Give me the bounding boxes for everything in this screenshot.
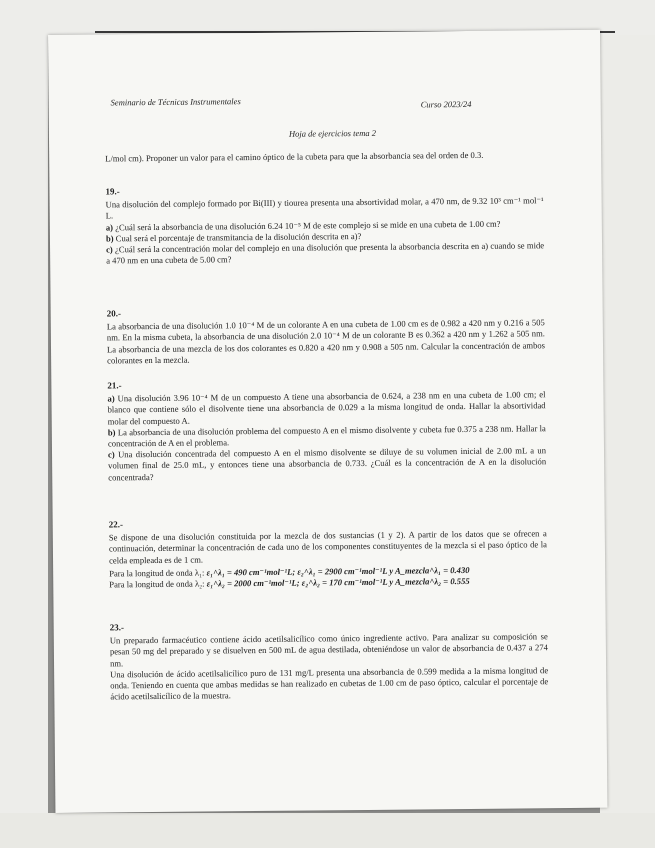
wavelength-1-label: Para la longitud de onda λ₁: bbox=[109, 567, 205, 579]
intro-text: L/mol cm). Proponer un valor para el camino óptico de la cubeta para que la absorbancia sea del orden de 0.3. bbox=[105, 149, 484, 164]
exercise-23 bbox=[110, 618, 549, 703]
exercise-number: 20.- bbox=[106, 308, 121, 319]
wavelength-2-label: Para la longitud de onda λ₂: bbox=[109, 578, 205, 590]
scan-right-margin bbox=[600, 35, 655, 813]
item-b-text: Cual será el porcentaje de transmitancia de la disolución descrita en a)? bbox=[115, 230, 362, 244]
exercise-stem: Una disolución del complejo formado por Bi(III) y tiourea presenta una absortividad molar, a 470 nm, de 9.32 10³ cm⁻¹ mol⁻¹ L. bbox=[105, 195, 544, 221]
item-c-text: ¿Cuál será la concentración molar del complejo en una disolución que presenta la absorbancia descrita en a) cuando se mide a 470 nm en una cubeta de 5.00 cm? bbox=[106, 240, 545, 266]
exercise-number: 21.- bbox=[107, 380, 122, 391]
exercise-19 bbox=[105, 182, 544, 267]
scan-left-margin bbox=[0, 0, 48, 848]
exercise-number: 23.- bbox=[109, 622, 124, 633]
exercise-21 bbox=[107, 376, 546, 483]
exercise-22 bbox=[109, 515, 548, 590]
page-subtitle: Hoja de ejercicios tema 2 bbox=[288, 127, 377, 139]
exercise-20 bbox=[107, 304, 546, 366]
item-c-text: Una disolución concentrada del compuesto A en el mismo disolvente se diluye de su volumen inicial de 2.00 mL a un volumen final de 25.0 mL, y entonces tiene una absorbancia de 0.733. ¿Cuál es la concentración de A en la disolución concentrada? bbox=[108, 445, 547, 483]
item-label: a) bbox=[105, 221, 114, 233]
exercise-paragraph-2: Una disolución de ácido acetilsalicílico puro de 131 mg/L presenta una absorbancia de 0.599 medida a la misma longitud de onda. Teniendo en cuenta que ambas medidas se han realizado en cubetas de 1.00 cm de paso óptico, calcular el porcentaje de ácido acetilsalicílico de la muestra. bbox=[110, 665, 549, 702]
exercise-text: La absorbancia de una disolución 1.0 10⁻⁴ M de un colorante A en una cubeta de 1.00 cm es de 0.982 a 420 nm y 0.216 a 505 nm. En la misma cubeta, la absorbancia de una disolución 2.0 10⁻⁴ M de un colorante B es 0.362 a 420 nm y 1.262 a 505 nm. La absorbancia de una mezcla de los dos colorantes es 0.820 a 420 nm y 0.908 a 505 nm. Calcular la concentración de ambos colorantes en la mezcla. bbox=[106, 317, 546, 366]
intro-continuation bbox=[105, 149, 543, 164]
exercise-text: Se dispone de una disolución constituida por la mezcla de dos sustancias (1 y 2). A partir de los datos que se ofrecen a continuación, determinar la concentración de cada uno de los componentes constituyentes de la mezcla si el paso óptico de la celda empleada es de 1 cm. bbox=[108, 528, 547, 566]
header-academic-year: Curso 2023/24 bbox=[420, 98, 472, 110]
exercise-number: 19.- bbox=[105, 186, 120, 197]
header-course-name: Seminario de Técnicas Instrumentales bbox=[110, 96, 241, 108]
exercise-number: 22.- bbox=[108, 519, 123, 530]
item-label: c) bbox=[107, 449, 115, 460]
exercise-paragraph-1: Un preparado farmacéutico contiene ácido acetilsalicílico como único ingrediente activo. Para analizar su composición se pesan 50 mg del preparado y se disuelven en 500 mL de agua destilada, obteniéndose un valor de absorbancia de 0.437 a 274 nm. bbox=[109, 631, 548, 669]
item-label: a) bbox=[107, 393, 115, 404]
document-page bbox=[48, 30, 607, 813]
item-a-text: Una disolución 3.96 10⁻⁴ M de un compuesto A tiene una absorbancia de 0.624, a 238 nm en una cubeta de 1.00 cm; el blanco que contiene sólo el disolvente tiene una absorbancia de 0.029 a la misma longitud de onda. Hallar la absortividad molar del compuesto A. bbox=[107, 389, 546, 427]
item-label: b) bbox=[107, 427, 116, 438]
wavelength-2-equation: ε₁^λ₂ = 2000 cm⁻¹mol⁻¹L; ε₂^λ₂ = 170 cm⁻¹mol⁻¹L y A_mezcla^λ₂ = 0.555 bbox=[206, 575, 470, 589]
wavelength-1-equation: ε₁^λ₁ = 490 cm⁻¹mol⁻¹L; ε₂^λ₁ = 2900 cm⁻¹mol⁻¹L y A_mezcla^λ₁ = 0.430 bbox=[206, 564, 470, 578]
item-b-text: La absorbancia de una disolución problema del compuesto A en el mismo disolvente y cubeta fue 0.375 a 238 nm. Hallar la concentración de A en el problema. bbox=[107, 423, 546, 449]
scan-bottom-margin bbox=[0, 813, 655, 848]
item-label: b) bbox=[105, 233, 114, 244]
item-label: c) bbox=[106, 244, 113, 255]
item-a-text: ¿Cuál será la absorbancia de una disolución 6.24 10⁻⁵ M de este complejo si se mide en una cubeta de 1.00 cm? bbox=[115, 218, 501, 232]
